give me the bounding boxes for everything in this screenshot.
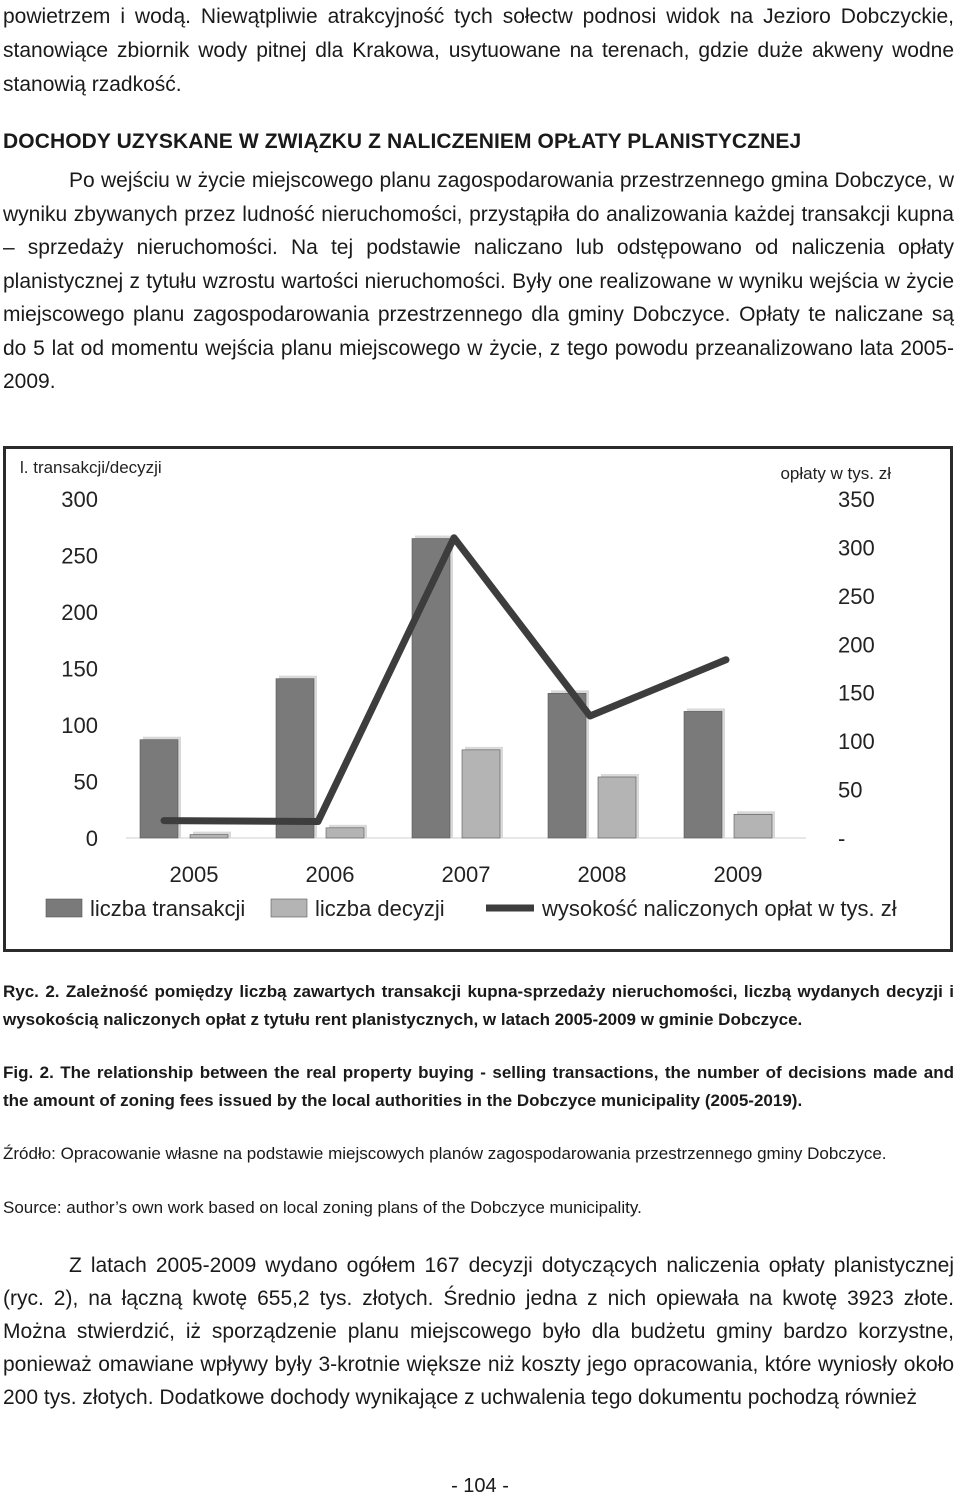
legend-label: liczba transakcji [90,896,246,921]
right-tick-label: 100 [838,729,875,755]
bar-transactions [548,693,586,838]
right-tick-label: - [838,826,846,851]
bar-transactions [684,711,722,838]
left-axis-title: l. transakcji/decyzji [20,458,162,477]
figure-caption-en: Fig. 2. The relationship between the real property buying - selling transactions, the number of decisions made and the amount of zoning fees issued by the local authorities in the Dobczyce municipality (2005-2019). [3,1063,954,1110]
legend-label: wysokość naliczonych opłat w tys. zł [542,896,897,921]
right-tick-label: 50 [838,777,863,803]
bar-decisions [462,750,500,838]
source-note-en: Source: author’s own work based on local zoning plans of the Dobczyce municipality. [3,1198,642,1217]
x-tick-label: 2005 [169,862,219,887]
left-tick-label: 250 [61,543,98,569]
right-tick-label: 250 [838,583,875,609]
legend-swatch [271,899,307,917]
left-tick-label: 50 [73,769,98,795]
right-axis-title: opłaty w tys. zł [780,464,891,483]
x-tick-label: 2008 [577,862,627,887]
paragraph-main: Po wejściu w życie miejscowego planu zagospodarowania przestrzennego gmina Dobczyce, w wyniku zbywanych przez ludność nieruchomości, przystąpiła do analizowania każdej transakcji kupna – sprzedaży nieruchomości. Na tej podstawie naliczano lub odstępowano od naliczenia opłaty planistycznej z tytułu wzrostu wartości nieruchomości. Były one realizowane w wyniku wejścia w życie miejscowego planu zagospodarowania przestrzennego dla gminy Dobczyce. Opłaty te naliczane są do 5 lat od momentu wejścia planu miejscowego w życie, z tego powodu przeanalizowano lata 2005-2009. [3,169,954,393]
bar-transactions [276,679,314,838]
bar-decisions [598,777,636,838]
left-tick-label: 200 [61,600,98,625]
paragraph-bottom: Z latach 2005-2009 wydano ogółem 167 decyzji dotyczących naliczenia opłaty planistycznej (ryc. 2), na łączną kwotę 655,2 tys. złotych. Średnio jedna z nich opiewała na kwotę 3923 złote. Można stwierdzić, iż sporządzenie planu miejscowego było dla budżetu gminy bardzo korzystne, ponieważ omawiane wpływy były 3-krotnie większe niż koszty jego opracowania, które wyniosły około 200 tys. złotych. Dodatkowe dochody wynikające z uchwalenia tego dokumentu pochodzą również [3,1254,954,1409]
left-tick-label: 0 [85,826,98,851]
bar-decisions [734,814,772,838]
right-tick-label: 200 [838,632,875,658]
right-tick-label: 350 [838,487,875,512]
left-tick-label: 100 [61,713,98,738]
x-tick-label: 2009 [713,862,763,887]
section-heading: DOCHODY UZYSKANE W ZWIĄZKU Z NALICZENIEM OPŁATY PLANISTYCZNEJ [3,130,802,153]
right-tick-label: 300 [838,535,875,561]
left-tick-label: 150 [61,656,98,682]
chart-frame [3,446,953,952]
left-tick-label: 300 [61,487,98,512]
page-number: - 104 - [451,1475,509,1497]
source-note-pl: Źródło: Opracowanie własne na podstawie miejscowych planów zagospodarowania przestrzennego gminy Dobczyce. [3,1144,887,1163]
bar-decisions [326,828,364,838]
x-tick-label: 2006 [305,862,355,887]
chart [6,449,950,949]
figure-caption-pl: Ryc. 2. Zależność pomiędzy liczbą zawartych transakcji kupna-sprzedaży nieruchomości, liczbą wydanych decyzji i wysokością naliczonych opłat z tytułu rent planistycznych, w latach 2005-2009 w gminie Dobczyce. [3,982,954,1029]
legend-swatch [46,899,82,917]
paragraph-top: powietrzem i wodą. Niewątpliwie atrakcyjność tych sołectw podnosi widok na Jezioro Dobczyckie, stanowiące zbiornik wody pitnej dla Krakowa, usytuowane na terenach, gdzie duże akweny wodne stanowią rzadkość. [3,5,954,96]
legend-label: liczba decyzji [315,896,445,921]
x-tick-label: 2007 [441,862,491,887]
right-tick-label: 150 [838,680,875,706]
bar-decisions [190,835,228,838]
